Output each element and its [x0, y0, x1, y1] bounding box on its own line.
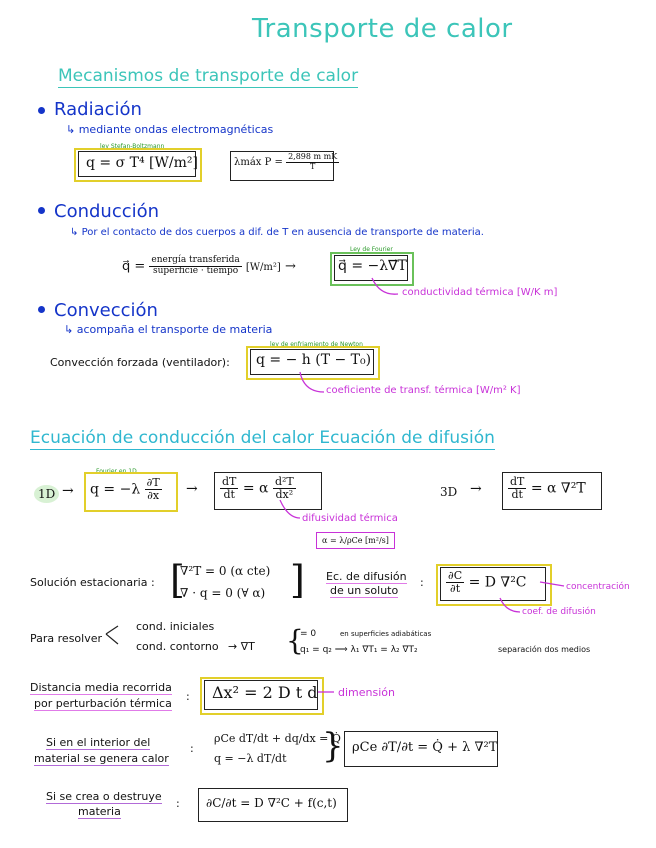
colon: :	[186, 690, 190, 703]
colon: :	[176, 797, 180, 810]
heat-1d-num1: dT	[222, 475, 237, 488]
distance-label-1-text: Distancia media recorrida	[30, 681, 172, 694]
conductivity-arrow	[372, 278, 398, 294]
concentration-note: concentración	[566, 582, 630, 592]
transfer-coeff-arrow	[300, 372, 324, 392]
conduccion-desc: ↳ Por el contacto de dos cuerpos a dif. de T en ausencia de transporte de materia.	[70, 227, 484, 238]
diffusion-right: = D ∇²C	[468, 574, 527, 591]
flux-num: energía transferida	[151, 255, 240, 265]
heat-3d-den: dt	[511, 488, 523, 502]
interior-line1: ρCe dT/dt + dq/dx = Q̇	[214, 732, 341, 745]
interior-brace: }	[322, 726, 344, 766]
fourier-tag: Ley de Fourier	[350, 246, 393, 253]
diffusion-label-2-text: de un soluto	[330, 584, 399, 597]
arrow-icon: →	[470, 481, 482, 497]
diffusivity-arrow	[280, 500, 300, 518]
fourier-1d-tag: Fourier en 1D	[96, 468, 137, 475]
solve-opt1: cond. iniciales	[136, 620, 215, 633]
interior-line2: q = −λ dT/dt	[214, 752, 287, 765]
colon: :	[190, 742, 194, 755]
stefan-tag: ley Stefan-Boltzmann	[100, 143, 165, 150]
stationary-bracket-left: [	[170, 558, 185, 602]
destroy-label-2-text: materia	[78, 805, 121, 818]
conveccion-label: Convección	[54, 300, 158, 321]
diffusivity-eq-box: α = λ/ρCe [m²/s]	[316, 532, 395, 549]
wien-left: λmáx P =	[234, 156, 283, 168]
heat-1d-mid: = α	[242, 480, 269, 497]
fourier-1d-den: ∂x	[147, 489, 160, 503]
section-heading-equations: Ecuación de conducción del calor Ecuación de difusión	[30, 428, 495, 448]
concentration-arrow	[540, 582, 564, 586]
distance-label-2-text: por perturbación térmica	[34, 697, 172, 710]
solve-brace: {	[286, 624, 304, 657]
colon: :	[420, 576, 424, 589]
newton-equation: q = − h (T − T₀)	[256, 352, 372, 368]
flux-left: q⃗ =	[122, 258, 146, 274]
conveccion-desc: ↳ acompaña el transporte de materia	[64, 323, 273, 336]
solve-opt2: cond. contorno	[136, 640, 219, 653]
flux-den: superficie · tiempo	[152, 265, 239, 276]
fourier-1d-left: q = −λ	[90, 481, 141, 498]
diffusion-label-1-text: Ec. de difusión	[326, 570, 407, 583]
solve-arrow-t: → ∇T	[228, 640, 255, 653]
diffusion-den: ∂t	[450, 582, 461, 596]
solve-label: Para resolver	[30, 632, 103, 645]
interior-label-2-text: material se genera calor	[34, 752, 169, 765]
solve-case1-desc: en superficies adiabáticas	[340, 630, 432, 638]
conduccion-label: Conducción	[54, 201, 160, 222]
diffusion-coeff-arrow	[500, 598, 520, 612]
solve-case2-eq: q₁ = q₂ ⟹ λ₁ ∇T₁ = λ₂ ∇T₂	[300, 645, 418, 655]
label-1d: 1D	[34, 485, 59, 503]
diffusion-num: ∂C	[448, 569, 463, 582]
radiacion-desc: ↳ mediante ondas electromagnéticas	[66, 123, 274, 136]
dimension-note: dimensión	[338, 686, 395, 699]
radiacion-label: Radiación	[54, 99, 142, 120]
newton-tag: ley de enfriamiento de Newton	[270, 341, 363, 348]
solve-case2-desc: separación dos medios	[498, 645, 591, 654]
destroy-equation: ∂C/∂t = D ∇²C + f(c,t)	[206, 796, 337, 810]
fourier-1d-num: ∂T	[146, 476, 160, 489]
wien-num: 2,898 m mK	[288, 152, 338, 161]
radiacion-desc-text: mediante ondas electromagnéticas	[78, 123, 274, 136]
stefan-equation: q = σ T⁴ [W/m²]	[86, 155, 198, 171]
distance-equation: Δx² = 2 D t d	[212, 683, 318, 702]
diffusivity-note: difusividad térmica	[302, 513, 398, 524]
flux-units: [W/m²]	[245, 261, 281, 273]
conductivity-note: conductividad térmica [W/K m]	[402, 287, 558, 298]
stationary-line2: ∇ · q = 0 (∀ α)	[180, 586, 266, 600]
heat-1d-num2: d²T	[274, 475, 294, 488]
page-title: Transporte de calor	[252, 14, 513, 44]
fourier-equation: q⃗ = −λ∇⃗T	[338, 258, 407, 274]
solve-split-arrow	[106, 626, 118, 644]
diffusion-coeff-note: coef. de difusión	[522, 607, 596, 617]
interior-equation: ρCe ∂T/∂t = Q̇ + λ ∇²T	[352, 740, 498, 755]
section-heading-mechanisms: Mecanismos de transporte de calor	[58, 66, 359, 86]
solve-case1-eq: = 0	[300, 629, 317, 639]
arrow-icon: →	[62, 483, 74, 499]
conduccion-desc-text: Por el contacto de dos cuerpos a dif. de T en ausencia de transporte de materia.	[81, 227, 484, 238]
label-3d: 3D	[440, 485, 458, 499]
conveccion-desc-text: acompaña el transporte de materia	[76, 323, 273, 336]
arrow-icon: →	[284, 258, 296, 274]
stationary-label: Solución estacionaria :	[30, 576, 155, 589]
stationary-line1: ∇²T = 0 (α cte)	[180, 564, 271, 578]
heat-3d-right: = α ∇²T	[530, 480, 586, 497]
forced-convection-label: Convección forzada (ventilador):	[50, 356, 230, 369]
arrow-icon: →	[186, 481, 198, 497]
heat-1d-den2: dx²	[275, 488, 294, 502]
heat-3d-num: dT	[510, 475, 525, 488]
heat-1d-den1: dt	[223, 488, 235, 502]
wien-den: T	[309, 161, 316, 171]
destroy-label-1-text: Si se crea o destruye	[46, 790, 162, 803]
stationary-bracket-right: ]	[290, 558, 305, 602]
transfer-coeff-note: coeficiente de transf. térmica [W/m² K]	[326, 385, 521, 396]
interior-label-1-text: Si en el interior del	[46, 736, 151, 749]
